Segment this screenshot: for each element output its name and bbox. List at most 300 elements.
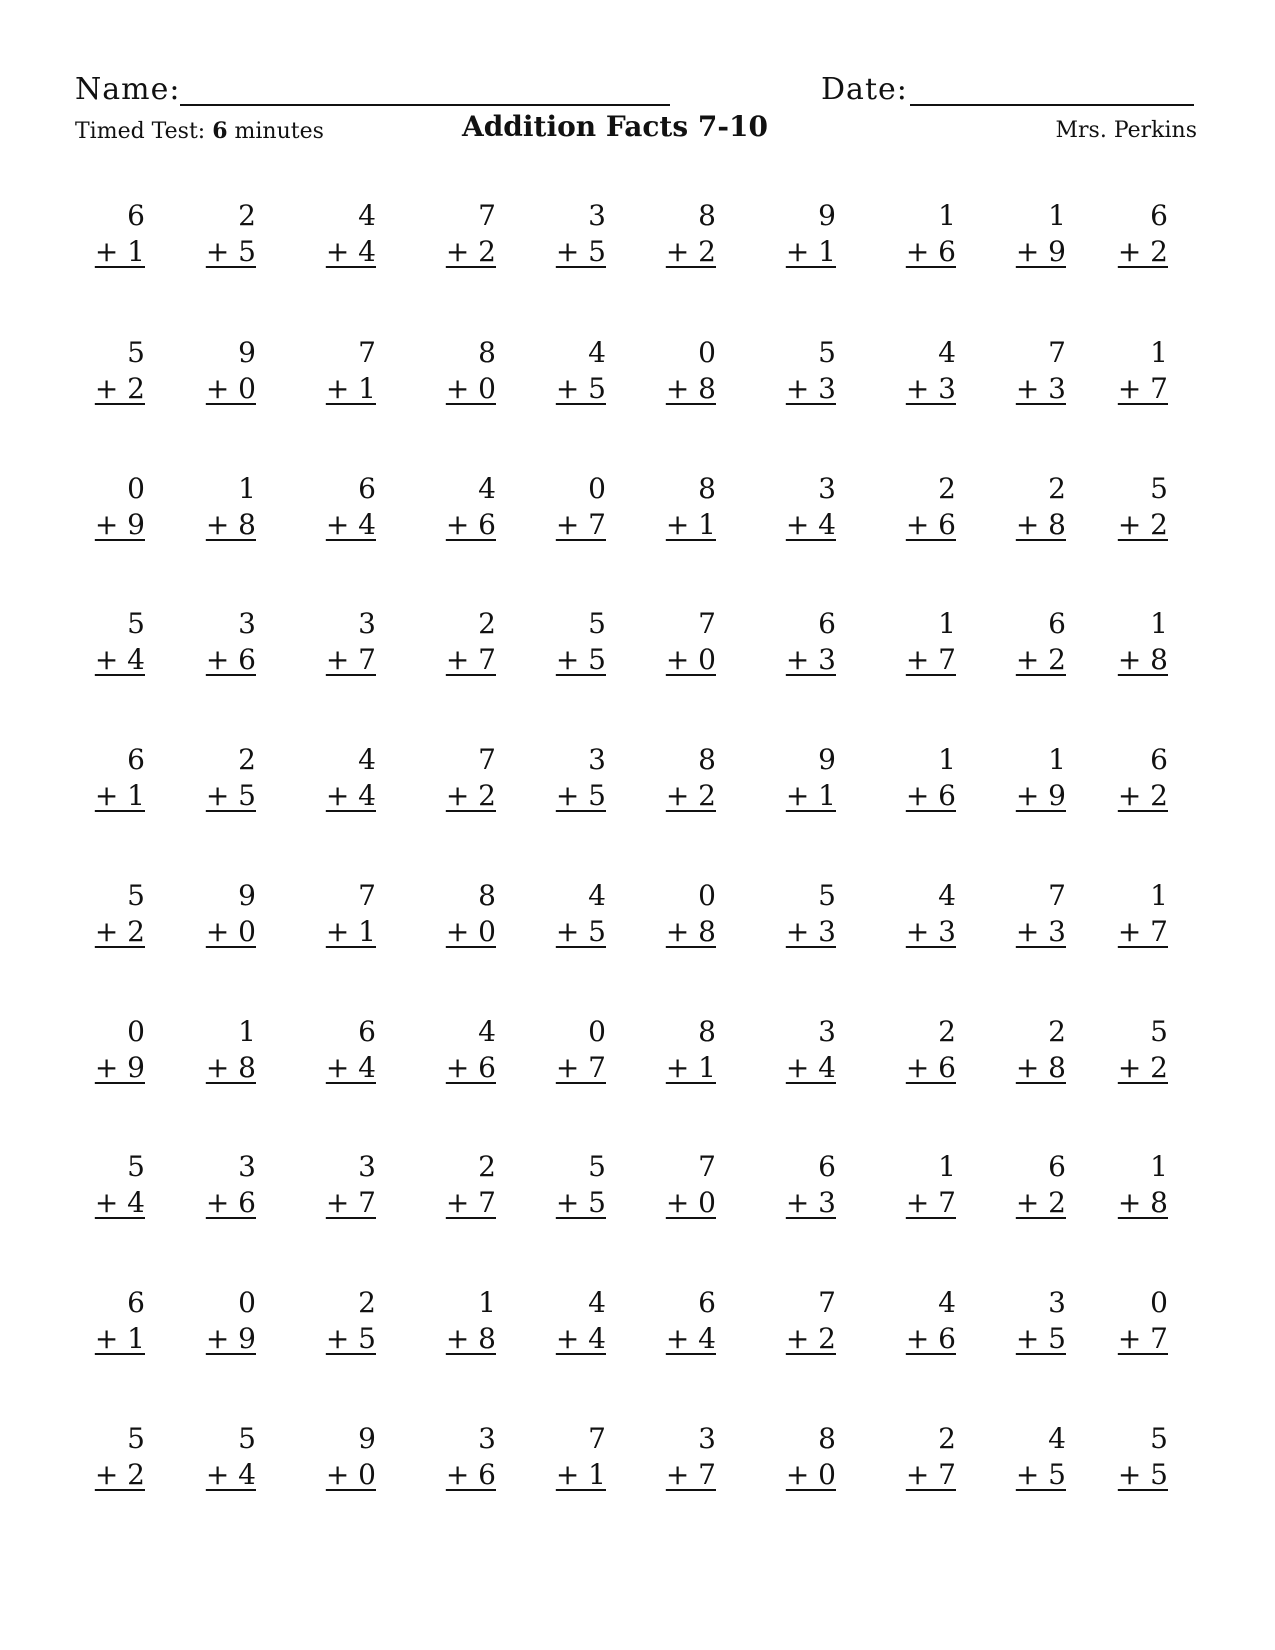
problem-4-4 (436, 606, 496, 678)
problem-8-3 (316, 1149, 376, 1221)
teacher-name: Mrs. Perkins (1055, 118, 1197, 143)
addend-top: 0 (238, 1286, 256, 1319)
addend-bottom: + 2 (785, 1322, 836, 1355)
problem-3-9 (1006, 471, 1066, 543)
problem-4-8 (896, 606, 956, 678)
addend-top: 8 (478, 336, 496, 369)
addend-bottom: + 2 (1117, 235, 1168, 268)
addend-bottom: + 5 (205, 235, 256, 268)
addend-bottom: + 8 (665, 372, 716, 405)
addend-top: 3 (478, 1422, 496, 1455)
problem-3-4 (436, 471, 496, 543)
problem-10-1 (85, 1421, 145, 1493)
problem-5-1 (85, 742, 145, 814)
name-label: Name: (75, 72, 181, 107)
addend-top: 1 (1150, 879, 1168, 912)
addend-bottom: + 9 (94, 508, 145, 541)
addend-bottom: + 6 (205, 643, 256, 676)
problem-4-5 (546, 606, 606, 678)
addend-bottom: + 2 (1117, 1051, 1168, 1084)
timed-minutes: 6 (212, 118, 228, 144)
addend-bottom: + 0 (205, 372, 256, 405)
timed-suffix: minutes (234, 119, 324, 144)
addend-top: 1 (1150, 607, 1168, 640)
addend-top: 7 (358, 336, 376, 369)
addend-top: 3 (358, 607, 376, 640)
addend-top: 1 (1048, 743, 1066, 776)
addend-bottom: + 7 (445, 1186, 496, 1219)
addend-top: 0 (698, 336, 716, 369)
addend-top: 3 (238, 607, 256, 640)
addend-top: 5 (1150, 1422, 1168, 1455)
problem-2-6 (656, 335, 716, 407)
addend-bottom: + 0 (665, 643, 716, 676)
addend-top: 1 (938, 1150, 956, 1183)
problem-2-7 (776, 335, 836, 407)
addend-bottom: + 6 (205, 1186, 256, 1219)
addend-bottom: + 7 (1117, 372, 1168, 405)
addend-bottom: + 1 (94, 235, 145, 268)
problem-7-2 (196, 1014, 256, 1086)
problem-9-5 (546, 1285, 606, 1357)
addend-top: 9 (818, 199, 836, 232)
addend-bottom: + 7 (1117, 915, 1168, 948)
problem-9-1 (85, 1285, 145, 1357)
problem-10-7 (776, 1421, 836, 1493)
addend-bottom: + 1 (785, 235, 836, 268)
addend-bottom: + 8 (205, 508, 256, 541)
addend-top: 6 (358, 1015, 376, 1048)
addend-bottom: + 8 (665, 915, 716, 948)
addend-bottom: + 7 (665, 1458, 716, 1491)
problem-1-2 (196, 198, 256, 270)
addend-top: 1 (1150, 1150, 1168, 1183)
addend-top: 7 (698, 1150, 716, 1183)
addend-top: 2 (938, 472, 956, 505)
problem-9-4 (436, 1285, 496, 1357)
addend-top: 4 (478, 472, 496, 505)
addend-bottom: + 9 (1015, 779, 1066, 812)
problem-9-8 (896, 1285, 956, 1357)
addend-bottom: + 4 (94, 1186, 145, 1219)
problem-6-7 (776, 878, 836, 950)
addend-top: 3 (818, 1015, 836, 1048)
addend-top: 4 (358, 199, 376, 232)
addend-bottom: + 4 (325, 235, 376, 268)
problem-9-10 (1108, 1285, 1168, 1357)
addend-bottom: + 2 (445, 779, 496, 812)
problem-9-6 (656, 1285, 716, 1357)
addend-top: 0 (698, 879, 716, 912)
problem-6-1 (85, 878, 145, 950)
problem-9-2 (196, 1285, 256, 1357)
addend-bottom: + 0 (445, 372, 496, 405)
addend-top: 4 (478, 1015, 496, 1048)
addend-bottom: + 4 (325, 1051, 376, 1084)
addend-bottom: + 1 (325, 915, 376, 948)
addend-top: 5 (127, 336, 145, 369)
problem-1-9 (1006, 198, 1066, 270)
addend-bottom: + 5 (555, 643, 606, 676)
addend-bottom: + 2 (1015, 1186, 1066, 1219)
problem-1-7 (776, 198, 836, 270)
addend-bottom: + 1 (665, 1051, 716, 1084)
problem-4-6 (656, 606, 716, 678)
addend-bottom: + 7 (555, 1051, 606, 1084)
problem-5-6 (656, 742, 716, 814)
problem-7-4 (436, 1014, 496, 1086)
addend-bottom: + 8 (1117, 643, 1168, 676)
addend-bottom: + 0 (665, 1186, 716, 1219)
addend-top: 4 (588, 1286, 606, 1319)
problem-7-7 (776, 1014, 836, 1086)
problem-7-5 (546, 1014, 606, 1086)
addend-bottom: + 3 (785, 372, 836, 405)
addend-top: 1 (938, 607, 956, 640)
addend-bottom: + 6 (445, 508, 496, 541)
addend-bottom: + 2 (665, 235, 716, 268)
addend-bottom: + 6 (445, 1051, 496, 1084)
addend-top: 5 (127, 1150, 145, 1183)
addend-bottom: + 0 (325, 1458, 376, 1491)
addend-top: 8 (698, 472, 716, 505)
addend-top: 4 (1048, 1422, 1066, 1455)
problem-10-10 (1108, 1421, 1168, 1493)
addend-top: 6 (1150, 743, 1168, 776)
date-label: Date: (821, 72, 908, 107)
addend-bottom: + 5 (1117, 1458, 1168, 1491)
problem-1-3 (316, 198, 376, 270)
problem-7-10 (1108, 1014, 1168, 1086)
addend-top: 0 (127, 1015, 145, 1048)
problem-5-3 (316, 742, 376, 814)
problem-6-3 (316, 878, 376, 950)
addend-top: 7 (478, 743, 496, 776)
addend-top: 2 (938, 1015, 956, 1048)
addend-top: 1 (938, 743, 956, 776)
addend-bottom: + 3 (1015, 915, 1066, 948)
problem-7-1 (85, 1014, 145, 1086)
problem-10-3 (316, 1421, 376, 1493)
addend-top: 7 (358, 879, 376, 912)
addend-bottom: + 5 (555, 1186, 606, 1219)
addend-top: 3 (588, 199, 606, 232)
addend-top: 0 (127, 472, 145, 505)
addend-bottom: + 2 (1117, 779, 1168, 812)
addend-bottom: + 5 (555, 372, 606, 405)
addend-bottom: + 7 (445, 643, 496, 676)
addend-top: 1 (938, 199, 956, 232)
problem-10-2 (196, 1421, 256, 1493)
addend-bottom: + 1 (94, 1322, 145, 1355)
addend-top: 0 (588, 1015, 606, 1048)
problem-5-2 (196, 742, 256, 814)
problem-10-4 (436, 1421, 496, 1493)
problem-4-3 (316, 606, 376, 678)
problem-7-6 (656, 1014, 716, 1086)
problem-1-8 (896, 198, 956, 270)
addend-bottom: + 3 (785, 1186, 836, 1219)
addend-top: 3 (588, 743, 606, 776)
addend-bottom: + 6 (905, 508, 956, 541)
problem-2-5 (546, 335, 606, 407)
problem-4-1 (85, 606, 145, 678)
addend-top: 6 (698, 1286, 716, 1319)
addend-bottom: + 5 (325, 1322, 376, 1355)
problem-6-4 (436, 878, 496, 950)
addend-bottom: + 4 (94, 643, 145, 676)
addend-top: 1 (1150, 336, 1168, 369)
addend-bottom: + 5 (205, 779, 256, 812)
addend-top: 6 (127, 199, 145, 232)
addend-bottom: + 7 (905, 1458, 956, 1491)
addend-top: 3 (238, 1150, 256, 1183)
addend-bottom: + 7 (325, 643, 376, 676)
addend-top: 6 (1048, 1150, 1066, 1183)
problem-4-9 (1006, 606, 1066, 678)
addend-top: 9 (818, 743, 836, 776)
addend-bottom: + 1 (665, 508, 716, 541)
problem-10-5 (546, 1421, 606, 1493)
addend-top: 5 (127, 1422, 145, 1455)
addend-top: 6 (1048, 607, 1066, 640)
addend-top: 5 (127, 879, 145, 912)
problem-6-5 (546, 878, 606, 950)
problem-3-1 (85, 471, 145, 543)
addend-top: 3 (698, 1422, 716, 1455)
addend-top: 2 (478, 607, 496, 640)
addend-top: 8 (698, 743, 716, 776)
addend-bottom: + 4 (665, 1322, 716, 1355)
addend-top: 4 (588, 879, 606, 912)
problem-6-2 (196, 878, 256, 950)
problem-10-9 (1006, 1421, 1066, 1493)
addend-bottom: + 3 (1015, 372, 1066, 405)
addend-bottom: + 7 (555, 508, 606, 541)
addend-bottom: + 5 (1015, 1458, 1066, 1491)
addend-top: 8 (698, 1015, 716, 1048)
addend-bottom: + 1 (555, 1458, 606, 1491)
addend-top: 6 (127, 743, 145, 776)
problem-8-5 (546, 1149, 606, 1221)
addend-top: 2 (478, 1150, 496, 1183)
addend-bottom: + 7 (1117, 1322, 1168, 1355)
addend-bottom: + 1 (94, 779, 145, 812)
addend-top: 3 (1048, 1286, 1066, 1319)
problem-8-8 (896, 1149, 956, 1221)
problem-5-10 (1108, 742, 1168, 814)
addend-top: 6 (818, 1150, 836, 1183)
addend-top: 9 (358, 1422, 376, 1455)
addend-top: 8 (818, 1422, 836, 1455)
problem-8-9 (1006, 1149, 1066, 1221)
addend-bottom: + 6 (905, 235, 956, 268)
problem-9-7 (776, 1285, 836, 1357)
addend-bottom: + 8 (1015, 508, 1066, 541)
addend-bottom: + 4 (325, 508, 376, 541)
problem-2-9 (1006, 335, 1066, 407)
addend-top: 5 (238, 1422, 256, 1455)
addend-top: 1 (1048, 199, 1066, 232)
problem-10-8 (896, 1421, 956, 1493)
problem-2-4 (436, 335, 496, 407)
problem-5-7 (776, 742, 836, 814)
addend-bottom: + 8 (445, 1322, 496, 1355)
problem-1-4 (436, 198, 496, 270)
addend-bottom: + 8 (205, 1051, 256, 1084)
problem-1-5 (546, 198, 606, 270)
addend-bottom: + 2 (445, 235, 496, 268)
addend-bottom: + 3 (785, 915, 836, 948)
problem-3-5 (546, 471, 606, 543)
problem-7-9 (1006, 1014, 1066, 1086)
problem-1-1 (85, 198, 145, 270)
addend-top: 9 (238, 336, 256, 369)
addend-top: 5 (1150, 472, 1168, 505)
problem-2-1 (85, 335, 145, 407)
addend-top: 4 (358, 743, 376, 776)
addend-top: 0 (588, 472, 606, 505)
addend-top: 6 (127, 1286, 145, 1319)
addend-bottom: + 6 (905, 779, 956, 812)
problem-8-6 (656, 1149, 716, 1221)
timed-prefix: Timed Test: (75, 119, 206, 144)
addend-top: 7 (698, 607, 716, 640)
addend-top: 6 (1150, 199, 1168, 232)
addend-top: 6 (358, 472, 376, 505)
addend-top: 5 (818, 879, 836, 912)
addend-bottom: + 3 (905, 372, 956, 405)
problem-2-2 (196, 335, 256, 407)
addend-bottom: + 4 (785, 508, 836, 541)
problem-4-10 (1108, 606, 1168, 678)
addend-bottom: + 8 (1015, 1051, 1066, 1084)
addend-bottom: + 2 (94, 372, 145, 405)
addend-bottom: + 2 (94, 1458, 145, 1491)
addend-top: 4 (938, 336, 956, 369)
addend-top: 2 (1048, 472, 1066, 505)
addend-top: 1 (478, 1286, 496, 1319)
problem-5-4 (436, 742, 496, 814)
addend-bottom: + 5 (555, 915, 606, 948)
problem-6-10 (1108, 878, 1168, 950)
addend-bottom: + 6 (905, 1051, 956, 1084)
addend-top: 5 (588, 607, 606, 640)
addend-top: 4 (938, 1286, 956, 1319)
problem-2-8 (896, 335, 956, 407)
addend-top: 2 (238, 743, 256, 776)
addend-top: 7 (588, 1422, 606, 1455)
addend-bottom: + 4 (205, 1458, 256, 1491)
problem-8-1 (85, 1149, 145, 1221)
addend-bottom: + 0 (785, 1458, 836, 1491)
problem-2-10 (1108, 335, 1168, 407)
addend-bottom: + 2 (1015, 643, 1066, 676)
addend-bottom: + 5 (1015, 1322, 1066, 1355)
addend-bottom: + 3 (905, 915, 956, 948)
addend-bottom: + 5 (555, 235, 606, 268)
addend-top: 5 (127, 607, 145, 640)
problem-7-3 (316, 1014, 376, 1086)
addend-bottom: + 9 (205, 1322, 256, 1355)
addend-top: 3 (818, 472, 836, 505)
problem-8-2 (196, 1149, 256, 1221)
addend-bottom: + 6 (905, 1322, 956, 1355)
addend-top: 3 (358, 1150, 376, 1183)
addend-top: 1 (238, 1015, 256, 1048)
addend-bottom: + 7 (905, 643, 956, 676)
problem-3-2 (196, 471, 256, 543)
addend-top: 4 (938, 879, 956, 912)
problem-5-5 (546, 742, 606, 814)
addend-bottom: + 8 (1117, 1186, 1168, 1219)
addend-top: 5 (818, 336, 836, 369)
problem-8-10 (1108, 1149, 1168, 1221)
problem-10-6 (656, 1421, 716, 1493)
problem-7-8 (896, 1014, 956, 1086)
problem-5-9 (1006, 742, 1066, 814)
problem-6-6 (656, 878, 716, 950)
addend-top: 7 (818, 1286, 836, 1319)
problem-3-6 (656, 471, 716, 543)
addend-top: 9 (238, 879, 256, 912)
addend-bottom: + 2 (1117, 508, 1168, 541)
problem-1-6 (656, 198, 716, 270)
addend-bottom: + 4 (785, 1051, 836, 1084)
problem-5-8 (896, 742, 956, 814)
addend-bottom: + 9 (1015, 235, 1066, 268)
addend-top: 2 (358, 1286, 376, 1319)
addend-top: 6 (818, 607, 836, 640)
problem-3-8 (896, 471, 956, 543)
addend-top: 7 (478, 199, 496, 232)
addend-bottom: + 1 (785, 779, 836, 812)
page-title: Addition Facts 7-10 (462, 110, 768, 143)
addend-bottom: + 0 (205, 915, 256, 948)
addend-bottom: + 4 (325, 779, 376, 812)
addend-top: 5 (1150, 1015, 1168, 1048)
addend-top: 8 (478, 879, 496, 912)
addend-bottom: + 2 (665, 779, 716, 812)
problem-4-7 (776, 606, 836, 678)
addend-bottom: + 2 (94, 915, 145, 948)
problem-4-2 (196, 606, 256, 678)
addend-top: 7 (1048, 336, 1066, 369)
addend-top: 8 (698, 199, 716, 232)
addend-top: 2 (238, 199, 256, 232)
addend-top: 2 (938, 1422, 956, 1455)
problem-2-3 (316, 335, 376, 407)
addend-bottom: + 9 (94, 1051, 145, 1084)
addend-bottom: + 1 (325, 372, 376, 405)
addend-top: 7 (1048, 879, 1066, 912)
problem-9-9 (1006, 1285, 1066, 1357)
addend-top: 4 (588, 336, 606, 369)
problem-3-10 (1108, 471, 1168, 543)
addend-bottom: + 5 (555, 779, 606, 812)
addend-bottom: + 3 (785, 643, 836, 676)
addend-bottom: + 6 (445, 1458, 496, 1491)
problem-8-7 (776, 1149, 836, 1221)
addend-top: 5 (588, 1150, 606, 1183)
addend-top: 0 (1150, 1286, 1168, 1319)
addend-top: 2 (1048, 1015, 1066, 1048)
addend-bottom: + 7 (325, 1186, 376, 1219)
addend-bottom: + 7 (905, 1186, 956, 1219)
problem-3-3 (316, 471, 376, 543)
addend-bottom: + 4 (555, 1322, 606, 1355)
problem-6-8 (896, 878, 956, 950)
